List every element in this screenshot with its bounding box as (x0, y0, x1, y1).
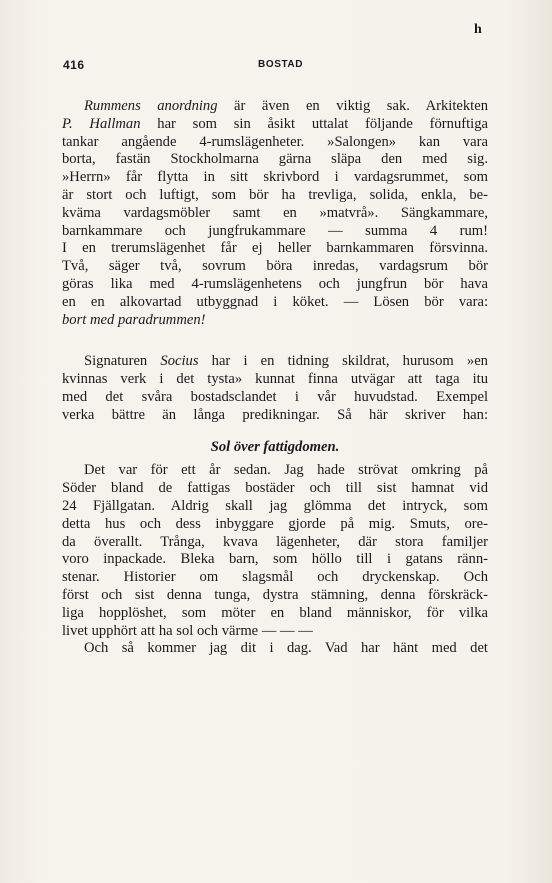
page-number: 416 (63, 58, 85, 72)
text-line: detta hus och dess inbyggare gjorde på mig. Smuts, ore- (62, 515, 488, 532)
text-line: en en alkovartad utbyggnad i köket. — Lösen bör vara: (62, 293, 488, 310)
text-line (62, 312, 488, 330)
text-line: »Herrn» får flytta in sitt skrivbord i vardagsrummet, som (62, 169, 488, 186)
page-header (63, 58, 493, 78)
text-line: verka bättre än långa predikningar. Så här skriver han: (62, 406, 488, 423)
paragraph-gap (62, 425, 488, 435)
text-line: tankar angående 4-rumslägenheter. »Salongen» kan vara (62, 133, 488, 150)
text-line: 24 Fjällgatan. Aldrig skall jag glömma det intryck, som (62, 497, 488, 514)
text-line: I en trerumslägenhet får ej heller barnkammaren försvinna. (62, 240, 488, 257)
line-text: är även en viktig sak. Arkitekten (217, 98, 488, 114)
text-line: Och så kommer jag dit i dag. Vad har hänt med det (84, 640, 488, 657)
text-line: Det var för ett år sedan. Jag hade strövat omkring på (84, 462, 488, 479)
text-line: med det svåra bostadsclandet i vår huvudstad. Exempel (62, 388, 488, 405)
paragraph-rummens-anordning (62, 98, 488, 329)
line-text: har i en tidning skildrat, hurusom »en (198, 353, 488, 370)
italic-phrase: Rummens anordning (84, 98, 218, 114)
line-text: har som sin åsikt uttalat följande förnuftiga (140, 115, 488, 132)
body-text (62, 98, 488, 658)
italic-phrase: Socius (160, 353, 199, 370)
text-line (62, 353, 488, 371)
text-line: voro inpackade. Bleka barn, som höllo till i gatans ränn- (62, 551, 488, 568)
paragraph-det-var-for-ett-ar-sedan (62, 462, 488, 640)
text-line: göras lika med 4-rumslägenhetens och jungfrun bör hava (62, 275, 488, 292)
text-line: barnkammare och jungfrukammare — summa 4 rum! (62, 222, 488, 239)
page-edge-mark: h (474, 22, 482, 37)
text-line: är stort och luftigt, som bör ha trevliga, solida, enkla, be- (62, 186, 488, 203)
text-line: kväma vardagsmöbler samt en »matvrå». Sängkammare, (62, 204, 488, 221)
paragraph-gap (62, 329, 488, 353)
text-line: kvinnas verk i det tysta» kunnat finna utvägar att taga itu (62, 371, 488, 388)
italic-phrase: P. Hallman (62, 115, 141, 132)
text-line: stenar. Historier om slagsmål och dryckenskap. Och (62, 569, 488, 586)
paragraph-och-sa-kommer-jag (62, 640, 488, 658)
line-text: Signaturen (84, 353, 161, 370)
text-line: borta, fastän Stockholmarna gärna släpa den med sig. (62, 151, 488, 168)
running-head: BOSTAD (258, 59, 304, 70)
text-line (62, 98, 488, 116)
text-line: da överallt. Trånga, kvava lägenheter, där stora familjer (62, 533, 488, 550)
text-line: först och sist denna tunga, dystra stämning, denna förskräck- (62, 586, 488, 603)
text-line: livet upphört att ha sol och värme — — — (62, 622, 313, 639)
text-line: liga hopplöshet, som möter en bland människor, för vilka (62, 604, 488, 621)
paragraph-signaturen-socius (62, 353, 488, 424)
text-line: Söder bland de fattigas bostäder och till sist hamnat vid (62, 480, 488, 497)
section-subheading: Sol över fattigdomen. (210, 438, 340, 455)
text-line (62, 116, 488, 134)
italic-phrase: bort med paradrummen! (62, 311, 206, 328)
text-line: Två, säger två, sovrum böra inredas, vardagsrum bör (62, 258, 488, 275)
